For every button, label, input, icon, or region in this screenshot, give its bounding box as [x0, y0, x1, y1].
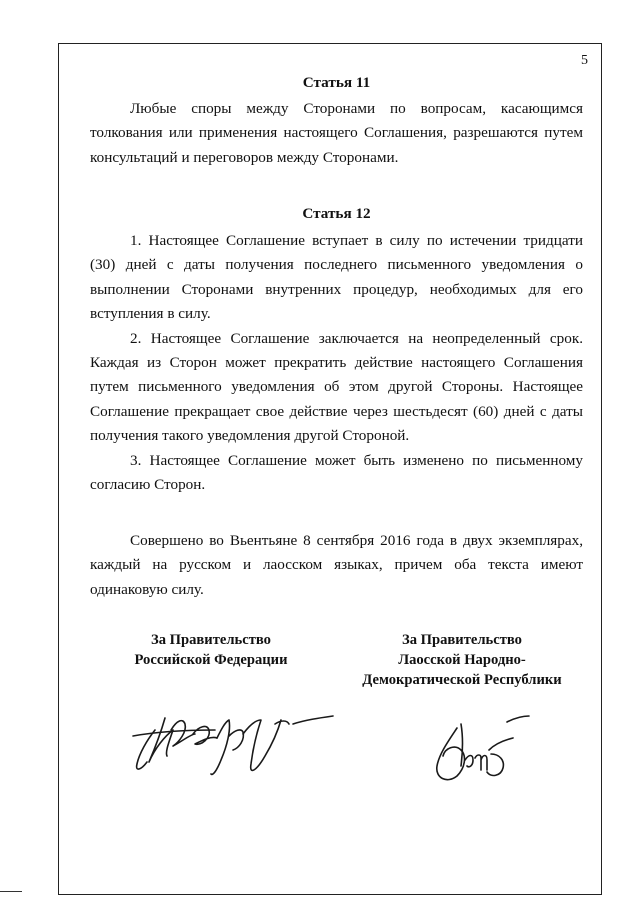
- closing-block: [90, 529, 583, 602]
- article-12-paragraph-1: 1. Настоящее Соглашение вступает в силу по истечении тридцати (30) дней с даты получения последнего письменного уведомления о выполнении Сторонами внутренних процедур, необходимых для его вступления в силу.: [90, 232, 583, 323]
- article-12-paragraph-2: 2. Настоящее Соглашение заключается на неопределенный срок. Каждая из Сторон может прекратить действие настоящего Соглашения путем письменного уведомления об этом другой Стороны. Настоящее Соглашение прекращает свое действие через шестьдесят (60) дней с даты получения такого уведомления другой Стороной.: [90, 329, 583, 445]
- article-12-paragraph-3: 3. Настоящее Соглашение может быть изменено по письменному согласию Сторон.: [90, 451, 583, 494]
- russia-signature-image: [125, 690, 340, 785]
- signatory-laos: [348, 630, 576, 690]
- edge-mark: [0, 891, 22, 892]
- article-12-body: [90, 229, 583, 497]
- signatory-russia: [106, 630, 316, 670]
- article-11-paragraph: Любые споры между Сторонами по вопросам, касающимся толкования или применения настоящего Соглашения, разрешаются путем консультаций и переговоров между Сторонами.: [90, 100, 583, 166]
- laos-signature-image: [425, 710, 535, 795]
- signatory-laos-line-1: За Правительство: [402, 632, 522, 648]
- article-11-body: [90, 97, 583, 170]
- signatory-russia-line-1: За Правительство: [151, 632, 271, 648]
- article-11-heading: Статья 11: [302, 74, 371, 91]
- article-12-heading: Статья 12: [302, 205, 371, 222]
- page-number: 5: [581, 53, 588, 68]
- signatory-russia-line-2: Российской Федерации: [134, 652, 288, 668]
- signatory-laos-line-3: Демократической Республики: [362, 672, 562, 688]
- signatory-laos-line-2: Лаосской Народно-: [398, 652, 526, 668]
- closing-paragraph: Совершено во Вьентьяне 8 сентября 2016 года в двух экземплярах, каждый на русском и лаосском языках, причем оба текста имеют одинаковую силу.: [90, 532, 583, 598]
